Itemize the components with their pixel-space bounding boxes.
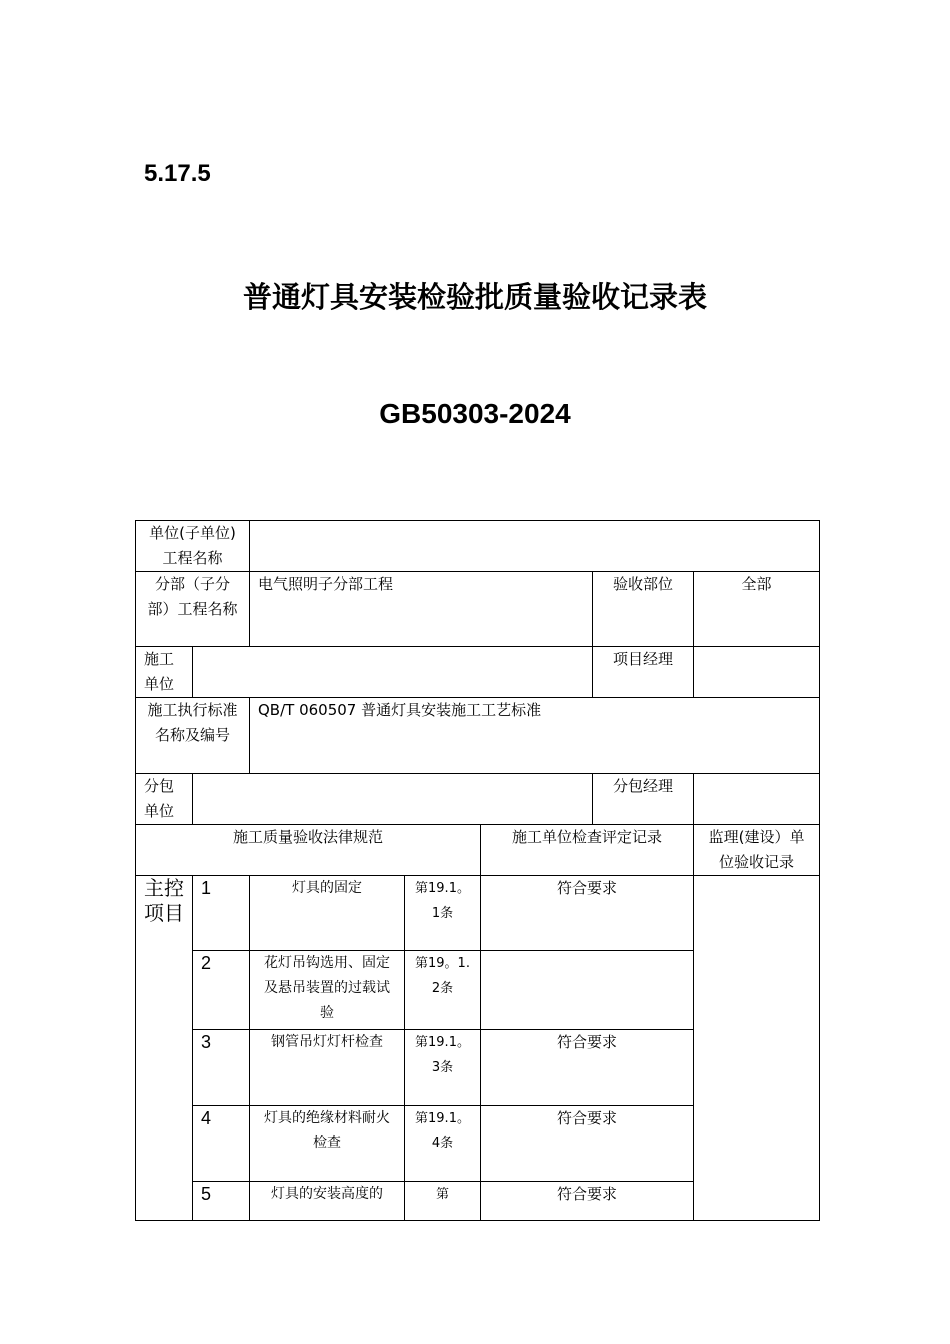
item-clause: 第19.1。4条 xyxy=(405,1106,481,1182)
subproject-value: 电气照明子分部工程 xyxy=(250,572,593,647)
item-result: 符合要求 xyxy=(481,1030,694,1106)
item-number: 1 xyxy=(193,876,250,951)
main-control-label: 主控项目 xyxy=(136,876,193,1221)
item-clause: 第19。1.2条 xyxy=(405,951,481,1030)
subcontractor-value xyxy=(193,774,593,825)
row-contractor xyxy=(136,647,820,698)
contractor-label: 施工单位 xyxy=(136,647,193,698)
supervision-record-cell xyxy=(694,876,820,1221)
table-row xyxy=(136,876,820,951)
item-result: 符合要求 xyxy=(481,1106,694,1182)
item-result xyxy=(481,951,694,1030)
row-column-headers xyxy=(136,825,820,876)
row-standard xyxy=(136,698,820,774)
acceptance-part-value: 全部 xyxy=(694,572,820,647)
standard-code: GB50303-2024 xyxy=(379,398,571,429)
item-name: 灯具的安装高度的 xyxy=(250,1182,405,1221)
row-unit-project xyxy=(136,521,820,572)
unit-project-value xyxy=(250,521,820,572)
subproject-label: 分部（子分部）工程名称 xyxy=(136,572,250,647)
document-title: 普通灯具安装检验批质量验收记录表 xyxy=(242,280,707,314)
spec-header: 施工质量验收法律规范 xyxy=(136,825,481,876)
item-result: 符合要求 xyxy=(481,1182,694,1221)
item-clause: 第19.1。3条 xyxy=(405,1030,481,1106)
item-clause: 第19.1。1条 xyxy=(405,876,481,951)
subcontract-manager-value xyxy=(694,774,820,825)
standard-value: QB/T 060507 普通灯具安装施工工艺标准 xyxy=(250,698,820,774)
item-result: 符合要求 xyxy=(481,876,694,951)
unit-project-label: 单位(子单位)工程名称 xyxy=(136,521,250,572)
item-number: 2 xyxy=(193,951,250,1030)
item-name: 灯具的固定 xyxy=(250,876,405,951)
item-name: 花灯吊钩选用、固定及悬吊装置的过载试验 xyxy=(250,951,405,1030)
row-subproject xyxy=(136,572,820,647)
item-number: 4 xyxy=(193,1106,250,1182)
item-number: 3 xyxy=(193,1030,250,1106)
project-manager-label: 项目经理 xyxy=(593,647,694,698)
section-number: 5.17.5 xyxy=(144,160,211,187)
standard-label: 施工执行标准名称及编号 xyxy=(136,698,250,774)
item-name: 钢管吊灯灯杆检查 xyxy=(250,1030,405,1106)
item-name: 灯具的绝缘材料耐火检查 xyxy=(250,1106,405,1182)
contractor-value xyxy=(193,647,593,698)
subcontractor-label: 分包单位 xyxy=(136,774,193,825)
row-subcontractor xyxy=(136,774,820,825)
acceptance-part-label: 验收部位 xyxy=(593,572,694,647)
supervision-header: 监理(建设）单位验收记录 xyxy=(694,825,820,876)
contractor-record-header: 施工单位检查评定记录 xyxy=(481,825,694,876)
project-manager-value xyxy=(694,647,820,698)
inspection-form-table xyxy=(135,520,820,1221)
item-clause: 第 xyxy=(405,1182,481,1221)
subcontract-manager-label: 分包经理 xyxy=(593,774,694,825)
item-number: 5 xyxy=(193,1182,250,1221)
